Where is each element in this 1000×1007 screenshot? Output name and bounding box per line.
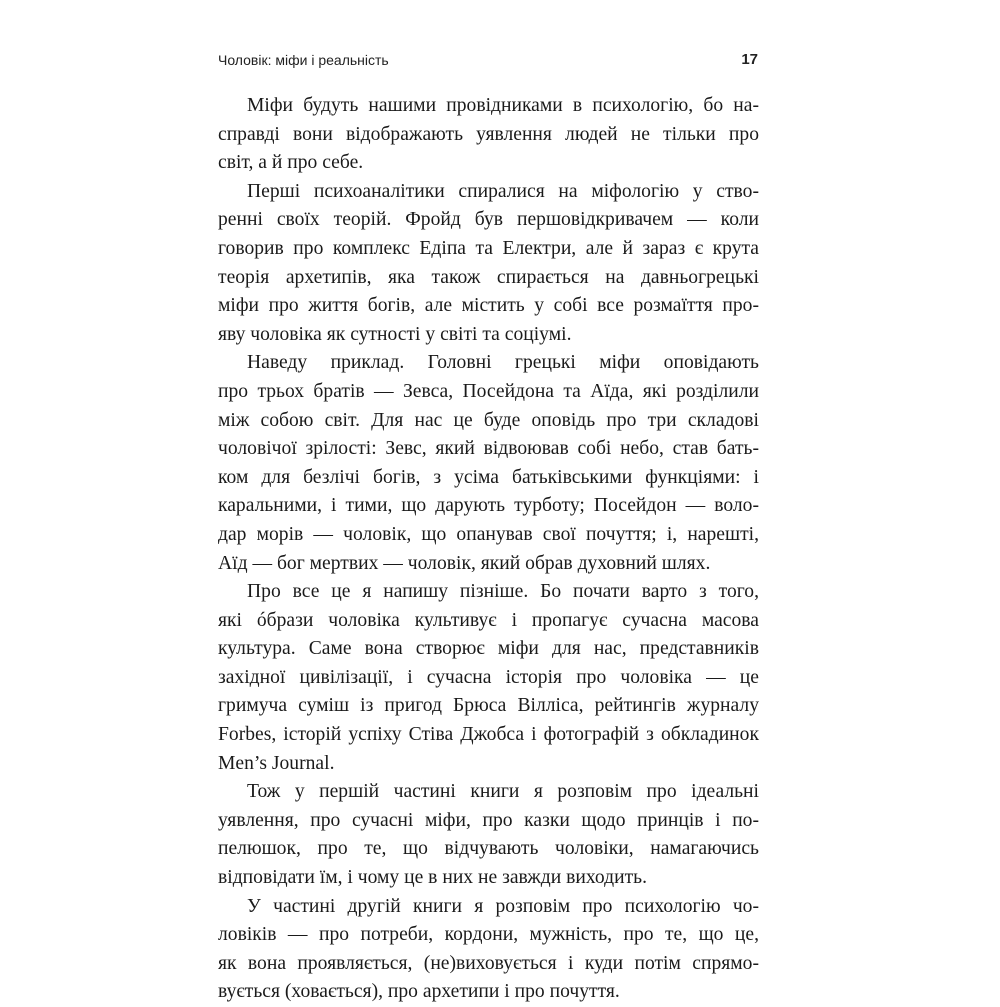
paragraph	[218, 349, 759, 578]
text-line: дар морів — чоловік, що опанував свої почуття; і, нарешті,	[218, 523, 759, 545]
text-line: як вона проявляється, (не)виховується і куди потім спрямо-	[218, 952, 759, 974]
paragraph	[218, 178, 759, 350]
text-line: яву чоловіка як сутності у світі та соціумі.	[218, 323, 572, 345]
text-line: говорив про комплекс Едіпа та Електри, але й зараз є крута	[218, 237, 759, 259]
page-number: 17	[741, 51, 758, 68]
paragraph	[218, 92, 759, 178]
text-line: Про все це я напишу пізніше. Бо почати варто з того,	[247, 581, 759, 603]
text-line: Міфи будуть нашими провідниками в психологію, бо на-	[247, 95, 759, 116]
text-line: Наведу приклад. Головні грецькі міфи оповідають	[247, 352, 759, 374]
text-line: західної цивілізації, і сучасна історія про чоловіка — це	[218, 666, 759, 688]
text-line: чоловічої зрілості: Зевс, який відвоював собі небо, став бать-	[218, 438, 759, 460]
text-line: міфи про життя богів, але містить у собі все розмаїття про-	[218, 295, 759, 317]
text-line: Men’s Journal.	[218, 752, 335, 774]
running-title: Чоловік: міфи і реальність	[218, 52, 389, 68]
text-line: теорія архетипів, яка також спирається на давньогрецькі	[218, 266, 759, 288]
text-line: пелюшок, про те, що відчувають чоловіки, намагаючись	[218, 838, 759, 860]
text-line: уявлення, про сучасні міфи, про казки щодо принців і по-	[218, 809, 759, 831]
text-line: вується (ховається), про архетипи і про почуття.	[218, 981, 620, 1003]
text-line: справді вони відображають уявлення людей не тільки про	[218, 123, 759, 145]
text-line: відповідати їм, і чому це в них не завжди виходить.	[218, 867, 647, 889]
body-text	[218, 92, 759, 1007]
text-line: У частині другій книги я розповім про психологію чо-	[247, 895, 759, 917]
text-line: світ, а й про себе.	[218, 152, 364, 174]
text-line: між собою світ. Для нас це буде оповідь про три складові	[218, 409, 759, 431]
text-line: гримуча суміш із пригод Брюса Вілліса, рейтингів журналу	[218, 695, 759, 717]
text-line: які óбрази чоловіка культивує і пропагує сучасна масова	[218, 609, 759, 631]
text-line: ренні своїх теорій. Фройд був першовідкривачем — коли	[218, 209, 759, 231]
text-line: Аїд — бог мертвих — чоловік, який обрав духовний шлях.	[218, 552, 711, 574]
text-line: ловіків — про потреби, кордони, мужність, про те, що це,	[218, 924, 759, 946]
text-line: ком для безлічі богів, з усіма батьківськими функціями: і	[218, 466, 759, 488]
paragraph	[218, 893, 759, 1007]
text-line: Перші психоаналітики спиралися на міфологію у ство-	[247, 180, 759, 202]
paragraph	[218, 778, 759, 892]
text-line: Тож у першій частині книги я розповім про ідеальні	[247, 781, 759, 803]
running-head	[218, 52, 758, 72]
text-line: каральними, і тими, що дарують турботу; Посейдон — воло-	[218, 495, 759, 517]
text-line: про трьох братів — Зевса, Посейдона та Аїда, які розділили	[218, 380, 759, 402]
text-line: Forbes, історій успіху Стіва Джобса і фотографій з обкладинок	[218, 724, 759, 746]
text-line: культура. Саме вона створює міфи для нас, представників	[218, 638, 759, 660]
paragraph	[218, 578, 759, 778]
